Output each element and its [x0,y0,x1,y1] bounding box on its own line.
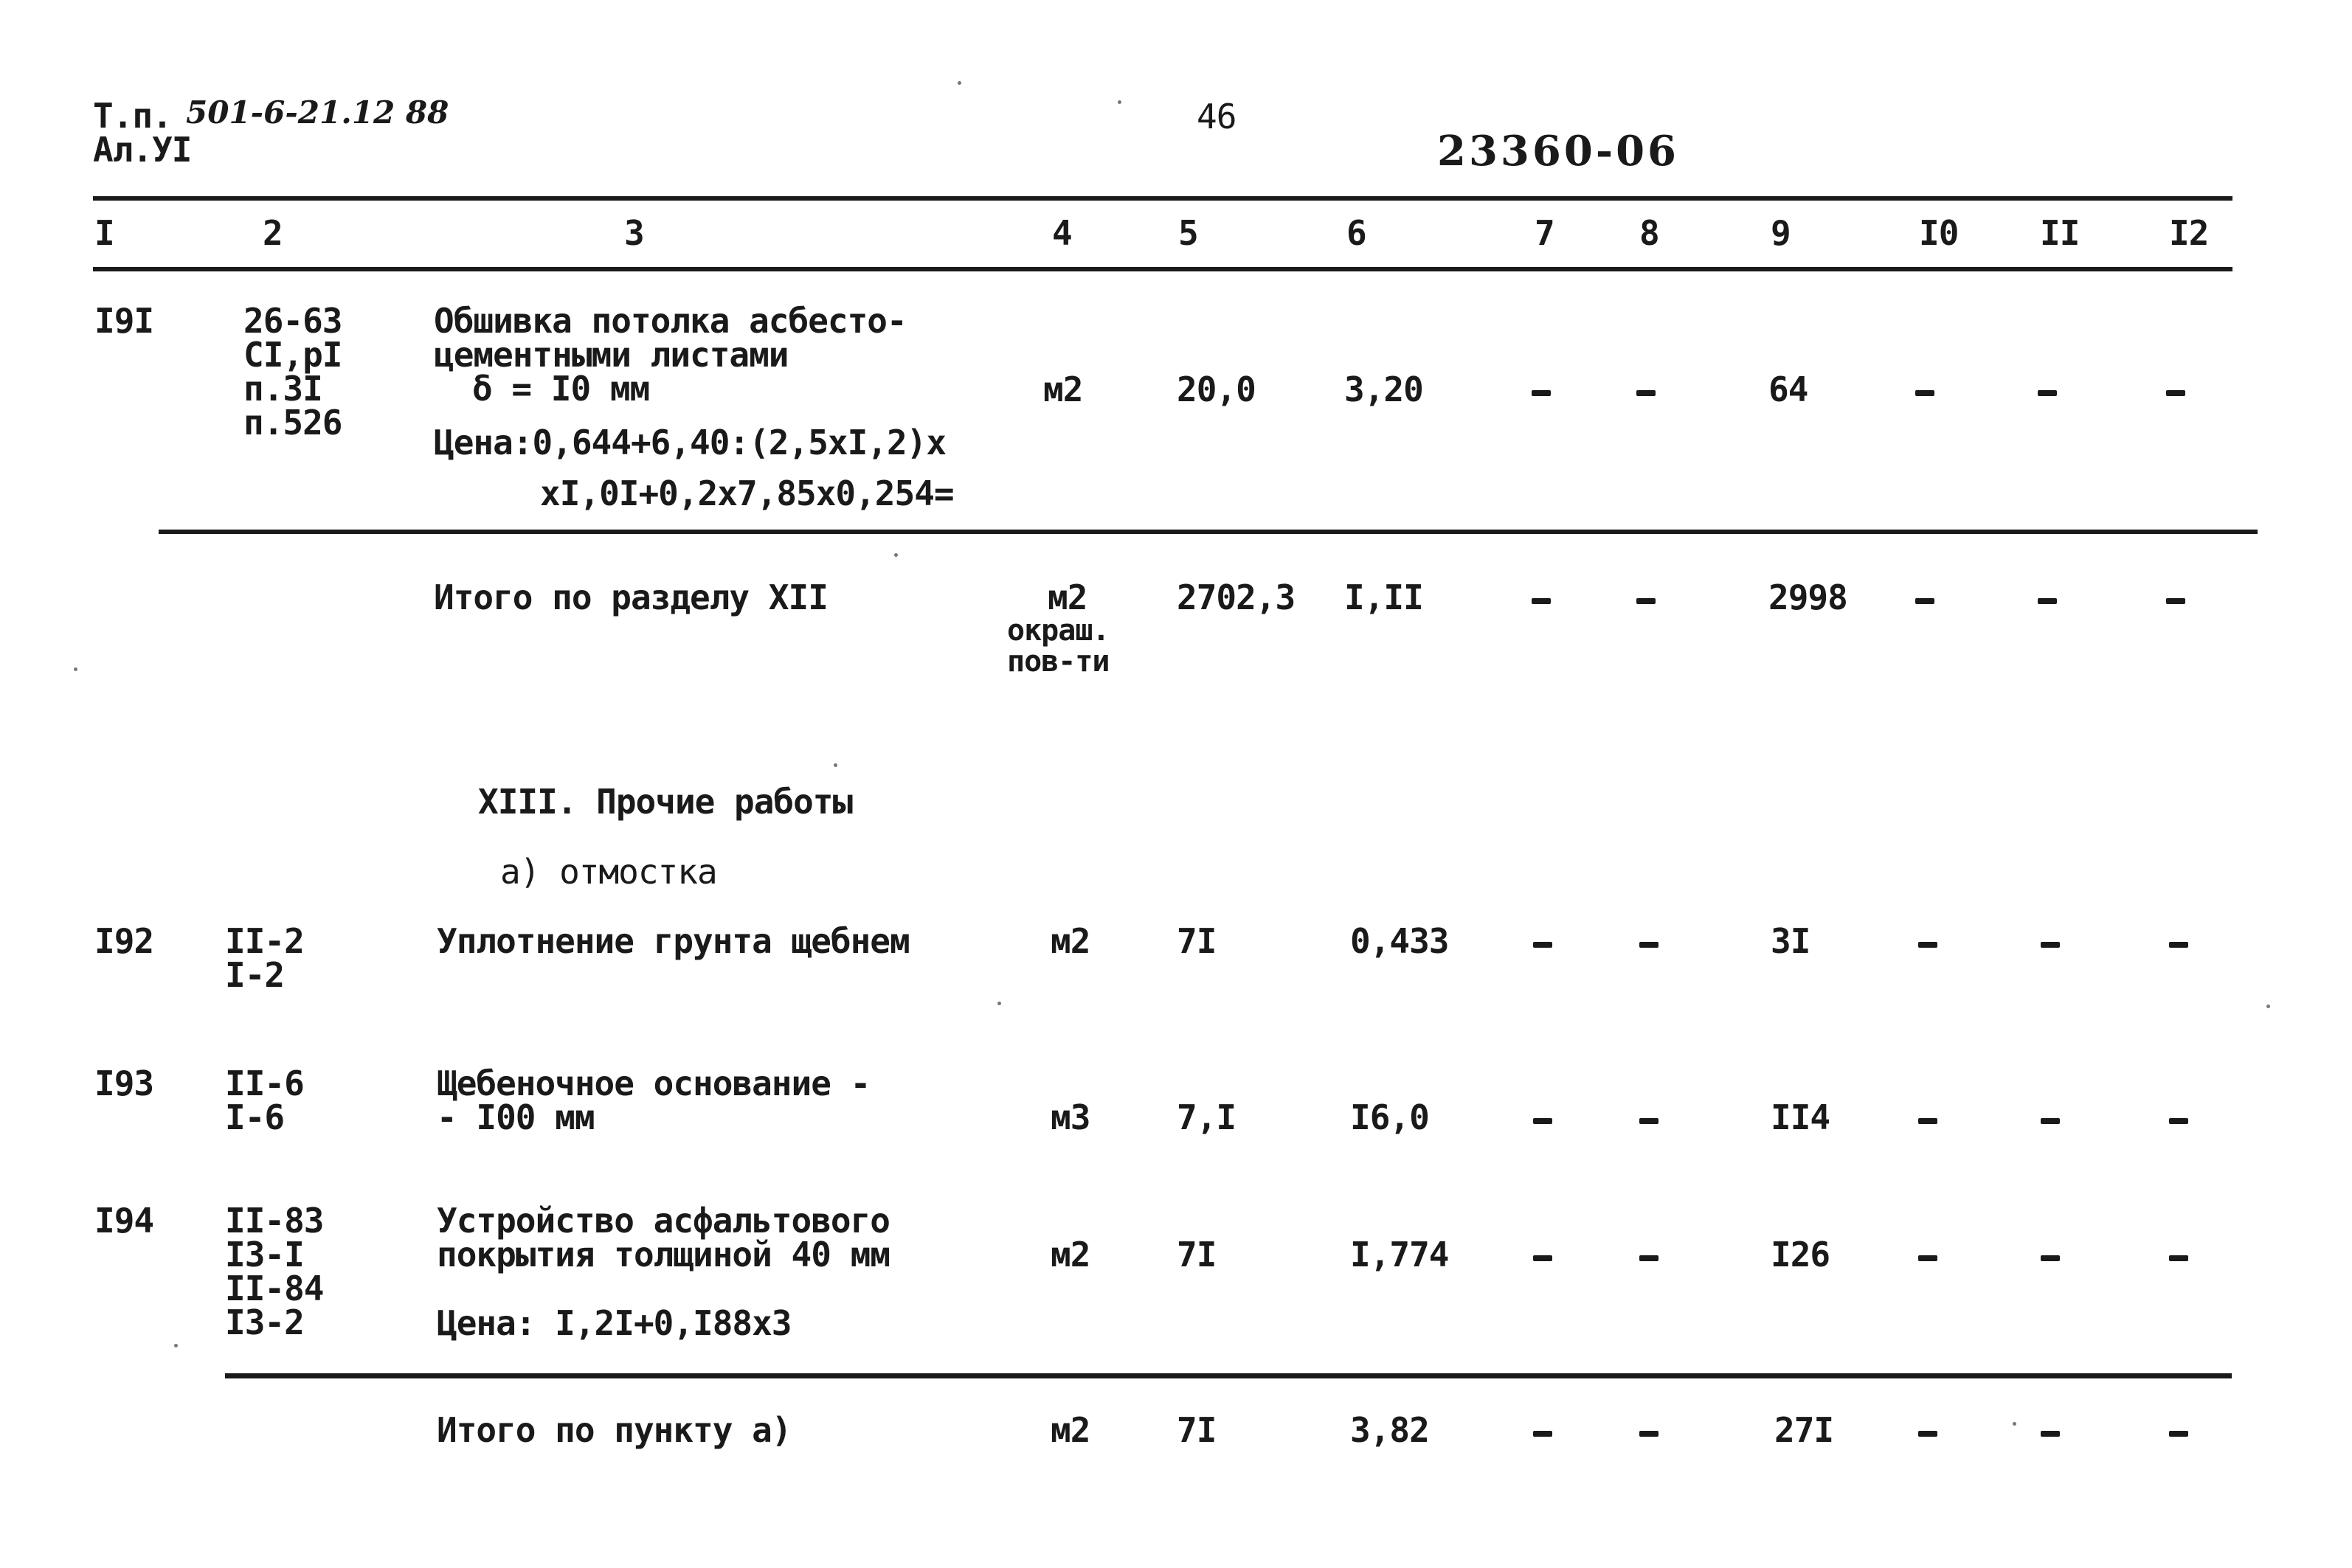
empty-cell-dash [2041,1118,2060,1124]
row-number: I9I [94,301,154,341]
empty-cell-dash [2038,598,2057,604]
unit-cost: I,774 [1350,1235,1449,1274]
empty-cell-dash [1918,1431,1937,1437]
unit-cost: I6,0 [1350,1097,1429,1137]
header-bottom-rule [93,267,2232,271]
column-header-4: 4 [1052,213,1072,253]
empty-cell-dash [1918,1118,1937,1124]
norm-code: 26-63 [243,301,342,341]
section-total-label: Итого по разделу XII [434,577,828,617]
empty-cell-dash [2038,390,2057,396]
unit-cost: 3,20 [1344,370,1423,409]
norm-code: CI,pI [243,335,342,375]
norm-code: I3-2 [225,1302,304,1342]
row-number: I93 [94,1064,154,1103]
empty-cell-dash [1532,598,1551,604]
unit: м2 [1048,577,1087,617]
column-header-11: II [2040,213,2080,253]
empty-cell-dash [2169,1118,2188,1124]
scan-speck [894,553,898,557]
quantity: 7I [1177,1235,1217,1274]
work-description: Щебеночное основание - [437,1064,871,1103]
total-cost: II4 [1771,1097,1830,1137]
total-cost: I26 [1771,1235,1830,1274]
empty-cell-dash [1639,1255,1658,1261]
empty-cell-dash [2166,390,2185,396]
work-description: δ = I0 мм [472,369,650,409]
work-description: - I00 мм [437,1097,595,1137]
empty-cell-dash [1915,390,1934,396]
section-subtitle: а) отмостка [500,852,717,892]
empty-cell-dash [1918,942,1937,948]
total-cost: 27I [1774,1410,1834,1450]
norm-code: I3-I [225,1235,304,1274]
empty-cell-dash [1915,598,1934,604]
price-formula: xI,0I+0,2x7,85x0,254= [540,473,954,513]
column-header-10: I0 [1919,213,1959,253]
price-formula: Цена:0,644+6,40:(2,5xI,2)x [434,423,947,462]
column-header-3: 3 [624,213,644,253]
column-header-1: I [94,213,114,253]
header-top-rule [93,196,2232,201]
norm-code: I-6 [225,1097,285,1137]
unit: м2 [1051,1235,1090,1274]
tp-label: Т.п. [93,96,172,136]
quantity: 7I [1177,921,1217,961]
empty-cell-dash [1918,1255,1937,1261]
scan-speck [2266,1005,2270,1008]
subtotal-label: Итого по пункту а) [437,1410,792,1450]
scan-speck [1118,100,1121,104]
norm-code: II-2 [225,921,304,961]
norm-code: II-83 [225,1201,324,1241]
empty-cell-dash [1636,598,1656,604]
scan-speck [997,1002,1001,1005]
row-divider [159,530,2258,534]
section-title: XIII. Прочие работы [478,782,853,822]
row-number: I94 [94,1201,154,1241]
empty-cell-dash [2166,598,2185,604]
column-header-2: 2 [263,213,283,253]
unit: пов-ти [1007,645,1110,679]
column-header-9: 9 [1771,213,1791,253]
empty-cell-dash [1532,390,1551,396]
unit: окраш. [1007,614,1110,648]
work-description: цементными листами [434,335,789,375]
total-cost: 2998 [1768,577,1847,617]
empty-cell-dash [1533,1255,1552,1261]
quantity: 20,0 [1177,370,1256,409]
doc-code: 23360-06 [1437,127,1679,176]
column-header-8: 8 [1639,213,1659,253]
price-formula: Цена: I,2I+0,I88x3 [437,1303,792,1343]
row-number: I92 [94,921,154,961]
total-cost: 3I [1771,921,1810,961]
column-header-7: 7 [1535,213,1554,253]
empty-cell-dash [1533,942,1552,948]
unit-cost: 0,433 [1350,921,1449,961]
norm-code: I-2 [225,955,285,995]
scan-speck [74,667,77,671]
scan-speck [834,763,837,767]
tp-number: 501-6-21.12 88 [186,94,449,131]
album-label: Ал.УI [93,130,192,170]
norm-code: п.3I [243,369,322,409]
norm-code: п.526 [243,403,342,443]
empty-cell-dash [1636,390,1656,396]
empty-cell-dash [1639,1431,1658,1437]
work-description: Уплотнение грунта щебнем [437,921,910,961]
unit: м2 [1051,1410,1090,1450]
norm-code: II-6 [225,1064,304,1103]
norm-code: II-84 [225,1269,324,1308]
unit: м2 [1043,370,1083,409]
column-header-6: 6 [1346,213,1366,253]
empty-cell-dash [1639,1118,1658,1124]
scan-speck [2013,1422,2016,1426]
empty-cell-dash [1533,1118,1552,1124]
scan-speck [174,1344,178,1347]
work-description: покрытия толщиной 40 мм [437,1235,890,1274]
empty-cell-dash [2169,1255,2188,1261]
row-divider [225,1373,2232,1378]
empty-cell-dash [2041,1431,2060,1437]
unit-cost: 3,82 [1350,1410,1429,1450]
quantity: 7I [1177,1410,1217,1450]
scan-speck [958,81,961,85]
quantity: 2702,3 [1177,577,1296,617]
column-header-12: I2 [2169,213,2209,253]
empty-cell-dash [1533,1431,1552,1437]
unit: м3 [1051,1097,1090,1137]
empty-cell-dash [2041,942,2060,948]
work-description: Обшивка потолка асбесто- [434,301,907,341]
empty-cell-dash [2169,1431,2188,1437]
empty-cell-dash [2169,942,2188,948]
work-description: Устройство асфальтового [437,1201,890,1241]
unit-cost: I,II [1344,577,1423,617]
unit: м2 [1051,921,1090,961]
empty-cell-dash [2041,1255,2060,1261]
empty-cell-dash [1639,942,1658,948]
column-header-5: 5 [1178,213,1198,253]
page-number: 46 [1197,97,1236,136]
total-cost: 64 [1768,370,1808,409]
quantity: 7,I [1177,1097,1236,1137]
